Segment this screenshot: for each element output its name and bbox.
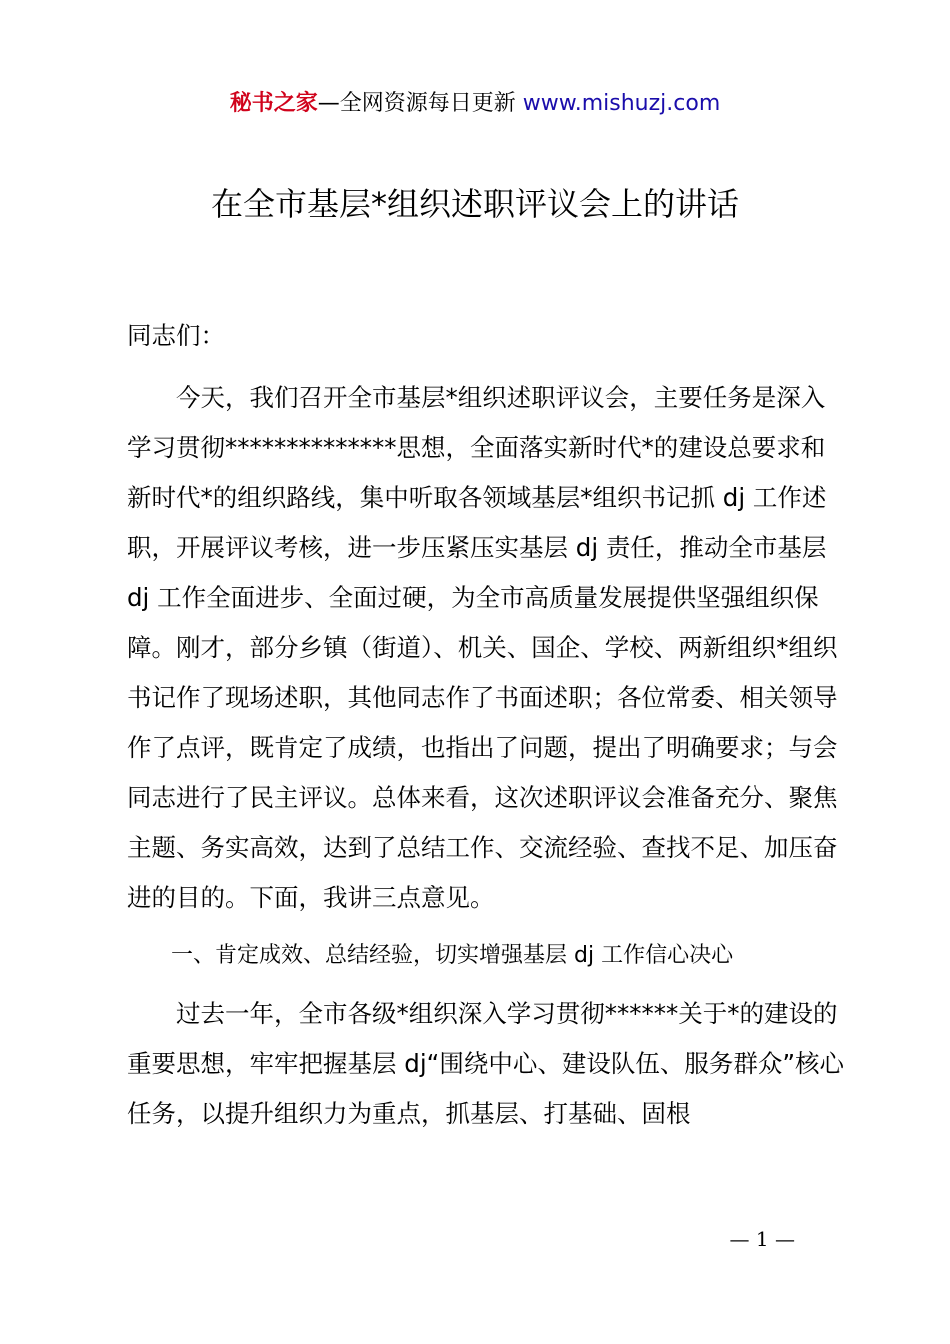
paragraph-1: 今天，我们召开全市基层*组织述职评议会，主要任务是深入学习贯彻**************思想，全面落实新时代*的建设总要求和新时代*的组织路线，集中听取各领域基层*组织书记抓 dj 工作述职，开展评议考核，进一步压紧压实基层 dj 责任，推动全市基层 dj 工作全面进步、全面过硬，为全市高质量发展提供坚强组织保障。刚才，部分乡镇（街道）、机关、国企、学校、两新组织*组织书记作了现场述职，其他同志作了书面述职；各位常委、相关领导作了点评，既肯定了成绩，也指出了问题，提出了明确要求；与会同志进行了民主评议。总体来看，这次述职评议会准备充分、聚焦主题、务实高效，达到了总结工作、交流经验、查找不足、加压奋进的目的。下面，我讲三点意见。 [127, 383, 838, 912]
brand-name: 秘书之家 [229, 91, 318, 116]
header-tagline: —全网资源每日更新 [317, 91, 523, 116]
document-title: 在全市基层*组织述职评议会上的讲话 [210, 185, 739, 223]
section-heading-1: 一、肯定成效、总结经验，切实增强基层 dj 工作信心决心 [171, 943, 734, 968]
paragraph-2: 过去一年，全市各级*组织深入学习贯彻******关于*的建设的重要思想，牢牢把握基层 dj“围绕中心、建设队伍、服务群众”核心任务，以提升组织力为重点，抓基层、打基础、固根 [127, 999, 845, 1128]
page-number: — 1 — [729, 1227, 795, 1251]
site-header [0, 88, 950, 120]
salutation: 同志们： [127, 321, 225, 350]
site-url-link[interactable]: www.mishuzj.com [522, 91, 721, 116]
document-body [127, 311, 845, 1139]
